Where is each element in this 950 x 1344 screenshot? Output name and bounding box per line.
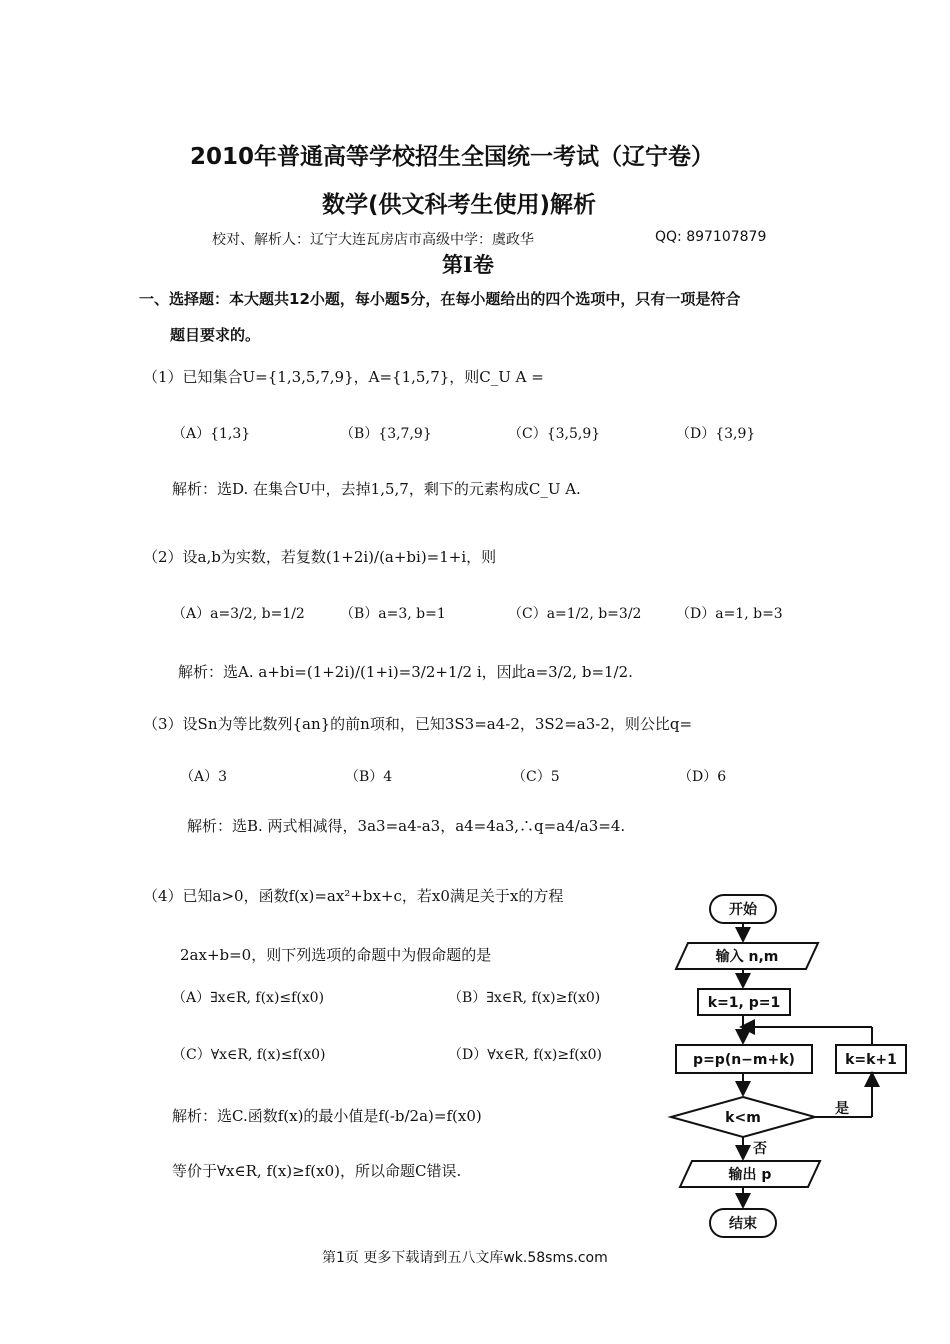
flowchart-start-label: 开始	[729, 902, 757, 918]
q1-option-d: （D）{3,9}	[676, 426, 756, 442]
q1-option-b: （B）{3,7,9}	[340, 426, 432, 442]
flowchart-yes-label: 是	[835, 1101, 849, 1117]
q2-solution: 解析：选A. a+bi=(1+2i)/(1+i)=3/2+1/2 i，因此a=3/2, b=1/2.	[178, 663, 633, 681]
q3-option-d: （D）6	[678, 769, 727, 785]
volume-heading: 第Ⅰ卷	[442, 252, 494, 277]
q3-option-b: （B）4	[345, 769, 393, 785]
q1-option-a: （A）{1,3}	[172, 426, 251, 442]
page-footer: 第1页 更多下载请到五八文库wk.58sms.com	[322, 1250, 608, 1266]
flowchart-no-label: 否	[753, 1141, 767, 1157]
page-title: 2010年普通高等学校招生全国统一考试（辽宁卷）	[190, 144, 715, 170]
flowchart-condition-label: k<m	[725, 1110, 761, 1126]
qq-line: QQ: 897107879	[655, 229, 767, 245]
flowchart-init-label: k=1, p=1	[707, 995, 781, 1011]
flowchart-output-label: 输出 p	[728, 1167, 772, 1183]
flowchart-increment-label: k=k+1	[845, 1052, 897, 1068]
q4-solution: 解析：选C.函数f(x)的最小值是f(-b/2a)=f(x0)	[172, 1107, 482, 1125]
q4-option-a: （A）∃x∈R, f(x)≤f(x0)	[172, 990, 325, 1006]
q4-solution-cont: 等价于∀x∈R, f(x)≥f(x0)，所以命题C错误.	[172, 1162, 462, 1180]
q4-option-b: （B）∃x∈R, f(x)≥f(x0)	[448, 990, 601, 1006]
q4-option-d: （D）∀x∈R, f(x)≥f(x0)	[448, 1047, 603, 1063]
flowchart	[660, 885, 920, 1245]
q2-stem: （2）设a,b为实数，若复数(1+2i)/(a+bi)=1+i，则	[143, 548, 497, 566]
section-heading-cont: 题目要求的。	[170, 326, 261, 344]
author-line: 校对、解析人：辽宁大连瓦房店市高级中学：虞政华	[212, 232, 534, 248]
q2-option-a: （A）a=3/2, b=1/2	[172, 606, 305, 622]
flowchart-end-label: 结束	[729, 1216, 757, 1232]
q3-option-a: （A）3	[180, 769, 228, 785]
q1-solution: 解析：选D. 在集合U中，去掉1,5,7，剩下的元素构成C_U A.	[172, 480, 581, 498]
section-heading: 一、选择题：本大题共12小题，每小题5分，在每小题给出的四个选项中，只有一项是符合	[139, 290, 741, 308]
q4-stem: （4）已知a>0，函数f(x)=ax²+bx+c，若x0满足关于x的方程	[143, 887, 564, 905]
q3-option-c: （C）5	[512, 769, 560, 785]
q1-option-c: （C）{3,5,9}	[508, 426, 601, 442]
q2-option-c: （C）a=1/2, b=3/2	[508, 606, 642, 622]
q2-option-d: （D）a=1, b=3	[676, 606, 783, 622]
q1-stem: （1）已知集合U={1,3,5,7,9}，A={1,5,7}，则C_U A =	[143, 368, 544, 386]
q4-option-c: （C）∀x∈R, f(x)≤f(x0)	[172, 1047, 326, 1063]
flowchart-input-label: 输入 n,m	[715, 949, 779, 965]
q4-stem-cont: 2ax+b=0，则下列选项的命题中为假命题的是	[180, 946, 492, 964]
q2-option-b: （B）a=3, b=1	[340, 606, 446, 622]
page-subtitle: 数学(供文科考生使用)解析	[322, 192, 597, 218]
q3-solution: 解析：选B. 两式相减得，3a3=a4-a3，a4=4a3,∴q=a4/a3=4.	[187, 817, 626, 835]
flowchart-process-label: p=p(n−m+k)	[693, 1052, 795, 1068]
q3-stem: （3）设Sn为等比数列{an}的前n项和，已知3S3=a4-2，3S2=a3-2，则公比q=	[143, 715, 693, 733]
